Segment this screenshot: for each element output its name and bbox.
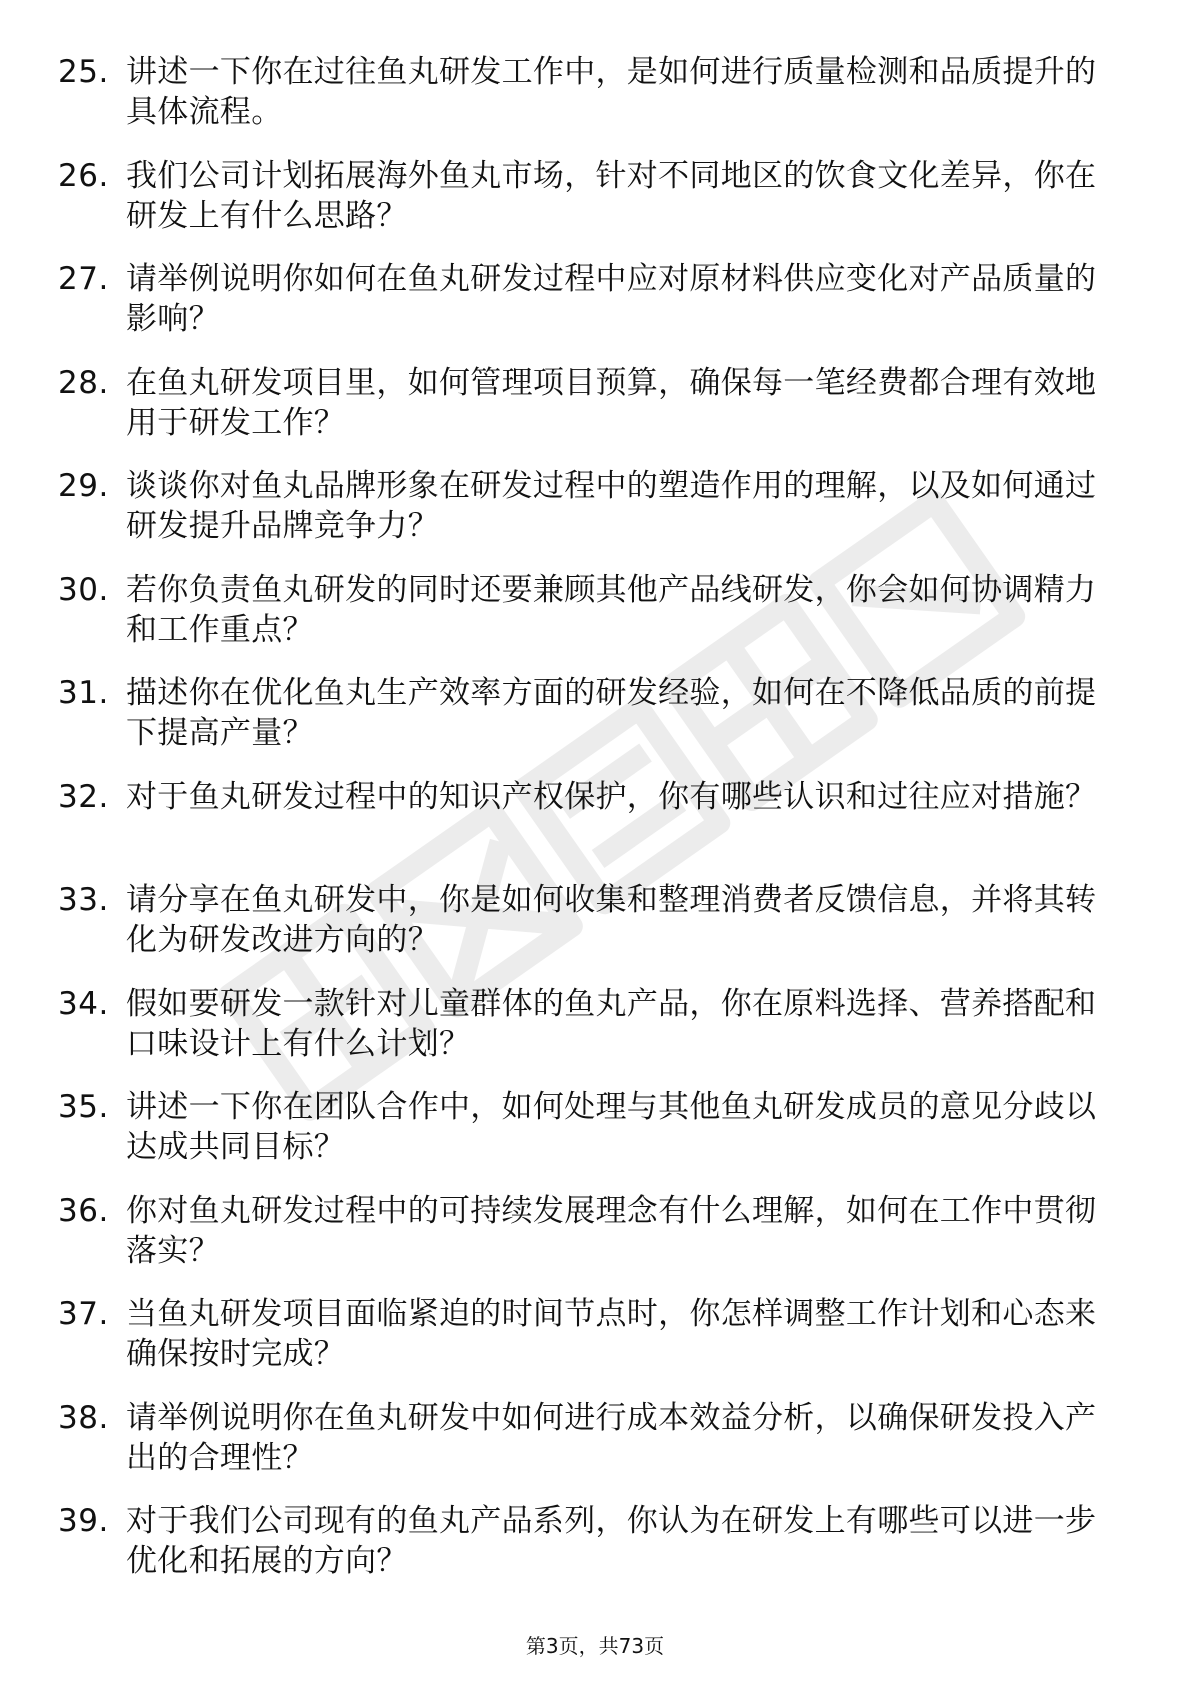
list-item [58, 1191, 1118, 1295]
list-item [58, 1398, 1118, 1502]
question-number: 32. [58, 778, 109, 815]
question-number: 39. [58, 1503, 109, 1539]
question-text: 你对鱼丸研发过程中的可持续发展理念有什么理解，如何在工作中贯彻落实？ [126, 1192, 1097, 1269]
list-item [58, 52, 1118, 156]
list-item [58, 156, 1118, 260]
list-item [58, 673, 1118, 777]
question-text: 请举例说明你在鱼丸研发中如何进行成本效益分析，以确保研发投入产出的合理性？ [126, 1399, 1097, 1476]
question-number: 28. [58, 364, 109, 401]
question-list [58, 52, 1118, 1605]
list-item [58, 259, 1118, 363]
page-footer [0, 1634, 1190, 1658]
question-number: 30. [58, 571, 109, 608]
question-number: 35. [58, 1089, 109, 1125]
question-text: 我们公司计划拓展海外鱼丸市场，针对不同地区的饮食文化差异，你在研发上有什么思路？ [126, 157, 1097, 234]
list-item [58, 466, 1118, 570]
list-item [58, 570, 1118, 674]
list-item [58, 1087, 1118, 1191]
question-number: 33. [58, 882, 109, 918]
question-number: 38. [58, 1399, 109, 1436]
question-text: 对于鱼丸研发过程中的知识产权保护，你有哪些认识和过往应对措施？ [126, 778, 1097, 815]
question-text: 假如要研发一款针对儿童群体的鱼丸产品，你在原料选择、营养搭配和口味设计上有什么计划？ [126, 985, 1097, 1062]
question-text: 对于我们公司现有的鱼丸产品系列，你认为在研发上有哪些可以进一步优化和拓展的方向？ [126, 1503, 1097, 1579]
list-item [58, 777, 1118, 881]
question-text: 描述你在优化鱼丸生产效率方面的研发经验，如何在不降低品质的前提下提高产量？ [126, 675, 1097, 751]
list-item [58, 363, 1118, 467]
list-item [58, 1294, 1118, 1398]
question-text: 讲述一下你在团队合作中，如何处理与其他鱼丸研发成员的意见分歧以达成共同目标？ [126, 1089, 1097, 1165]
question-number: 36. [58, 1192, 109, 1229]
question-number: 37. [58, 1296, 109, 1332]
question-text: 讲述一下你在过往鱼丸研发工作中，是如何进行质量检测和品质提升的具体流程。 [126, 54, 1097, 130]
question-number: 31. [58, 675, 109, 711]
page-number-label: 第3页，共73页 [525, 1634, 665, 1658]
list-item [58, 880, 1118, 984]
question-text: 请分享在鱼丸研发中，你是如何收集和整理消费者反馈信息，并将其转化为研发改进方向的？ [126, 882, 1097, 958]
question-text: 在鱼丸研发项目里，如何管理项目预算，确保每一笔经费都合理有效地用于研发工作？ [126, 364, 1097, 441]
question-number: 29. [58, 468, 109, 504]
question-text: 请举例说明你如何在鱼丸研发过程中应对原材料供应变化对产品质量的影响？ [126, 261, 1097, 337]
question-number: 34. [58, 985, 109, 1022]
list-item [58, 1501, 1118, 1605]
question-text: 当鱼丸研发项目面临紧迫的时间节点时，你怎样调整工作计划和心态来确保按时完成？ [126, 1296, 1097, 1372]
question-number: 27. [58, 261, 109, 297]
question-text: 谈谈你对鱼丸品牌形象在研发过程中的塑造作用的理解，以及如何通过研发提升品牌竞争力？ [126, 468, 1097, 544]
question-number: 25. [58, 54, 109, 90]
list-item [58, 984, 1118, 1088]
question-text: 若你负责鱼丸研发的同时还要兼顾其他产品线研发，你会如何协调精力和工作重点？ [126, 571, 1097, 648]
question-number: 26. [58, 157, 109, 194]
